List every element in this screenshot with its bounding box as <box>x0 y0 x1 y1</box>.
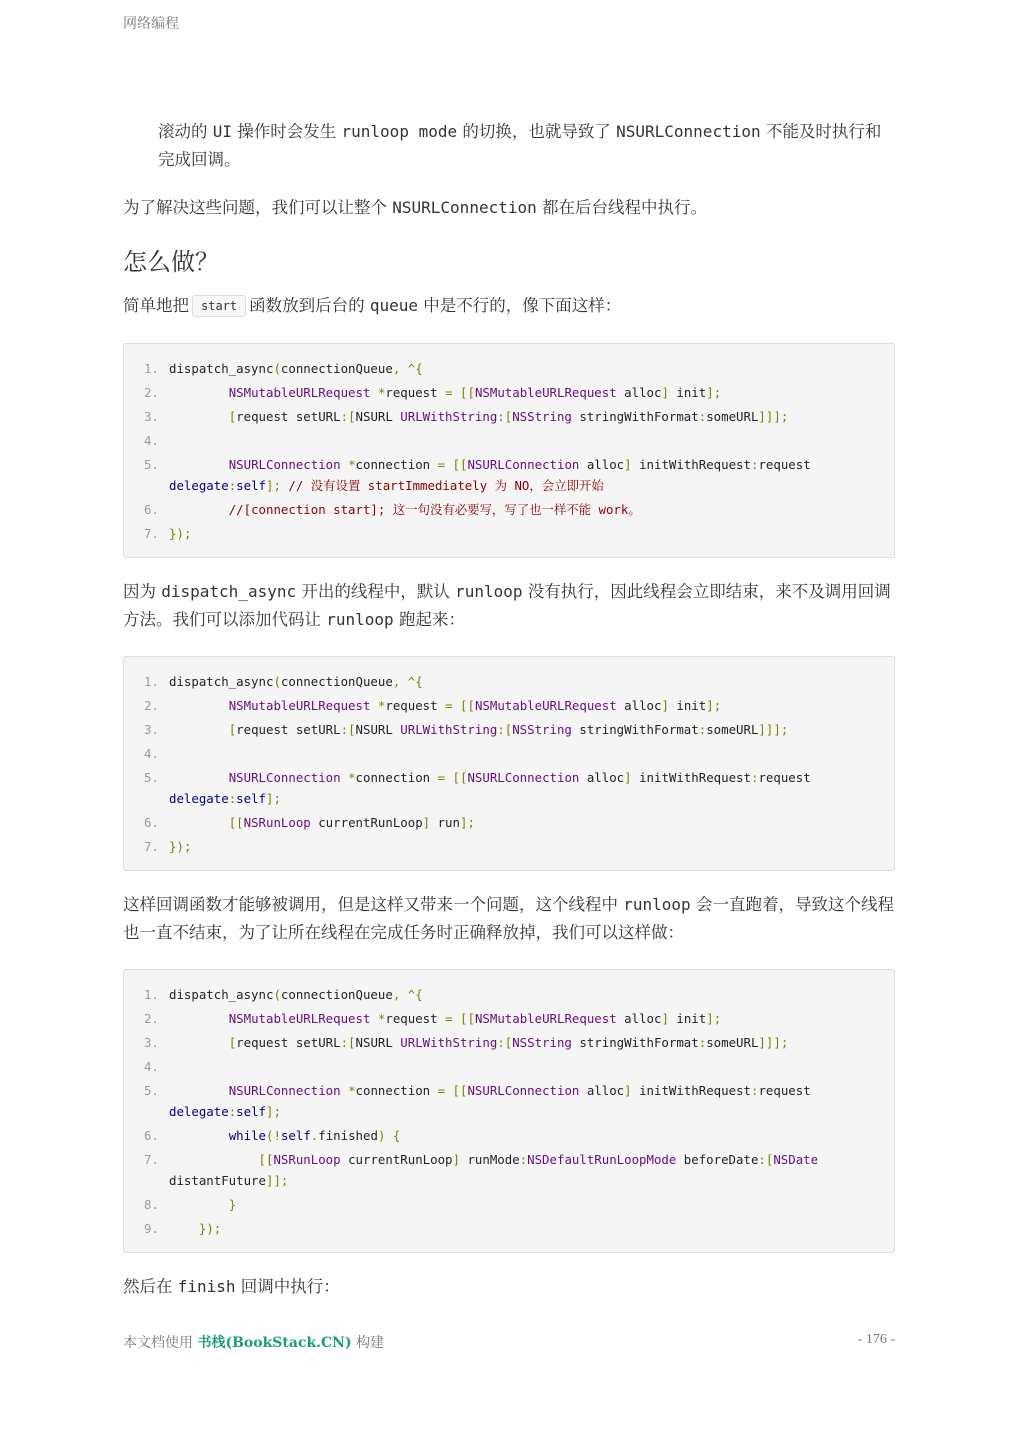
code-block-2 <box>123 656 895 871</box>
code-line <box>144 1147 874 1192</box>
line-number: 4. <box>144 745 159 761</box>
text-span: 函数放到后台的 <box>249 296 365 315</box>
line-number: 9. <box>144 1220 159 1236</box>
code-text: NSMutableURLRequest *request = [[NSMutableURLRequest alloc] init]; <box>228 1010 722 1026</box>
code-line <box>144 356 874 380</box>
line-number: 2. <box>144 1010 159 1026</box>
line-number: 3. <box>144 408 159 424</box>
text-span: 不能及时执行和完成回调。 <box>158 122 882 169</box>
line-number: 6. <box>144 1127 159 1143</box>
paragraph-runloop <box>123 578 895 634</box>
text-span: 这样回调函数才能够被调用，但是这样又带来一个问题，这个线程中 <box>123 895 618 914</box>
inline-mono: finish <box>177 1277 236 1296</box>
text-span: 为了解决这些问题，我们可以让整个 <box>123 198 387 217</box>
code-text: [[NSRunLoop currentRunLoop] runMode:NSDefaultRunLoopMode beforeDate:[NSDate distantFuture]]; <box>169 1151 826 1188</box>
inline-mono: runloop <box>326 610 394 629</box>
code-text: while(!self.finished) { <box>228 1127 401 1143</box>
page-content <box>123 118 895 1301</box>
text-span: 的切换，也就导致了 <box>462 122 611 141</box>
line-number: 8. <box>144 1196 159 1212</box>
code-text: //[connection start]; 这一句没有必要写，写了也一样不能 work。 <box>228 501 641 517</box>
inline-mono: UI <box>212 122 233 141</box>
inline-mono: NSURLConnection <box>392 198 537 217</box>
line-number: 1. <box>144 360 159 376</box>
code-text: } <box>228 1196 237 1212</box>
code-line <box>144 669 874 693</box>
code-line <box>144 693 874 717</box>
line-number: 5. <box>144 1082 159 1098</box>
code-text <box>169 1056 874 1077</box>
code-line <box>144 521 874 545</box>
code-text: }); <box>169 525 192 541</box>
code-block-3 <box>123 969 895 1253</box>
code-text: }); <box>198 1220 222 1236</box>
code-text <box>169 743 874 764</box>
footer-credit <box>123 1335 384 1351</box>
line-number: 1. <box>144 986 159 1002</box>
blockquote-paragraph <box>123 118 895 174</box>
line-number: 6. <box>144 814 159 830</box>
code-line <box>144 1123 874 1147</box>
paragraph-intro <box>123 194 895 222</box>
line-number: 6. <box>144 501 159 517</box>
code-text <box>169 430 874 451</box>
paragraph-release <box>123 891 895 947</box>
line-number: 3. <box>144 721 159 737</box>
code-text: NSURLConnection *connection = [[NSURLConnection alloc] initWithRequest:request delegate:self]; <box>169 1082 819 1119</box>
section-heading: 怎么做？ <box>123 248 219 276</box>
line-number: 2. <box>144 697 159 713</box>
code-text: dispatch_async(connectionQueue, ^{ <box>169 673 423 689</box>
inline-mono: runloop mode <box>341 122 458 141</box>
line-number: 4. <box>144 432 159 448</box>
code-line <box>144 428 874 452</box>
code-line <box>144 1006 874 1030</box>
text-span: 然后在 <box>123 1277 173 1296</box>
code-line <box>144 810 874 834</box>
text-span: 因为 <box>123 582 156 601</box>
text-span: 开出的线程中，默认 <box>301 582 450 601</box>
paragraph-finish <box>123 1273 895 1301</box>
line-number: 3. <box>144 1034 159 1050</box>
code-line <box>144 1078 874 1123</box>
text-span: 简单地把 <box>123 296 189 315</box>
line-number: 7. <box>144 1151 159 1167</box>
code-line <box>144 404 874 428</box>
code-line <box>144 834 874 858</box>
text-span: 跑起来： <box>398 610 465 629</box>
line-number: 1. <box>144 673 159 689</box>
text-span: 中是不行的，像下面这样： <box>423 296 622 315</box>
text-span: 滚动的 <box>158 122 208 141</box>
line-number: 5. <box>144 456 159 472</box>
footer-suffix: 构建 <box>356 1335 385 1351</box>
code-line <box>144 1054 874 1078</box>
inline-code: start <box>192 295 246 317</box>
code-text: [request setURL:[NSURL URLWithString:[NSString stringWithFormat:someURL]]]; <box>228 1034 789 1050</box>
code-text: }); <box>169 838 192 854</box>
code-text: dispatch_async(connectionQueue, ^{ <box>169 360 423 376</box>
line-number: 2. <box>144 384 159 400</box>
code-line <box>144 717 874 741</box>
text-span: 回调中执行： <box>240 1277 340 1296</box>
line-number: 4. <box>144 1058 159 1074</box>
bookstack-link[interactable]: 书栈(BookStack.CN) <box>197 1335 352 1351</box>
code-text: [request setURL:[NSURL URLWithString:[NSString stringWithFormat:someURL]]]; <box>228 721 789 737</box>
text-span: 都在后台线程中执行。 <box>542 198 707 217</box>
inline-mono: runloop <box>623 895 691 914</box>
text-span: 没有执行，因此线程会立即结束，来不及调用回调方法。我们可以添加代码让 <box>123 582 891 629</box>
code-line <box>144 1216 874 1240</box>
footer-prefix: 本文档使用 <box>123 1335 193 1351</box>
code-block-1 <box>123 343 895 558</box>
page-footer <box>123 1332 895 1352</box>
code-text: NSURLConnection *connection = [[NSURLConnection alloc] initWithRequest:request delegate:self]; <box>169 769 819 806</box>
line-number: 5. <box>144 769 159 785</box>
code-text: [request setURL:[NSURL URLWithString:[NSString stringWithFormat:someURL]]]; <box>228 408 789 424</box>
text-span: 操作时会发生 <box>237 122 337 141</box>
text-span: 会一直跑着，导致这个线程也一直不结束，为了让所在线程在完成任务时正确释放掉，我们可以这样做： <box>123 895 894 942</box>
code-line <box>144 452 874 497</box>
code-text: NSMutableURLRequest *request = [[NSMutableURLRequest alloc] init]; <box>228 697 722 713</box>
line-number: 7. <box>144 525 159 541</box>
code-line <box>144 380 874 404</box>
inline-mono: dispatch_async <box>161 582 297 601</box>
running-header: 网络编程 <box>123 16 179 32</box>
page-number: - 176 - <box>857 1332 895 1347</box>
inline-mono: queue <box>369 296 419 315</box>
line-number: 7. <box>144 838 159 854</box>
code-line <box>144 1030 874 1054</box>
code-text: [[NSRunLoop currentRunLoop] run]; <box>228 814 475 830</box>
code-text: dispatch_async(connectionQueue, ^{ <box>169 986 423 1002</box>
code-text: NSURLConnection *connection = [[NSURLConnection alloc] initWithRequest:request delegate:self]; // 没有设置 startImmediately 为 NO，会立即开始 <box>169 456 819 493</box>
code-line <box>144 1192 874 1216</box>
inline-mono: runloop <box>455 582 523 601</box>
paragraph-start <box>123 292 895 321</box>
code-line <box>144 982 874 1006</box>
code-line <box>144 497 874 521</box>
inline-mono: NSURLConnection <box>616 122 761 141</box>
code-line <box>144 765 874 810</box>
code-line <box>144 741 874 765</box>
code-text: NSMutableURLRequest *request = [[NSMutableURLRequest alloc] init]; <box>228 384 722 400</box>
